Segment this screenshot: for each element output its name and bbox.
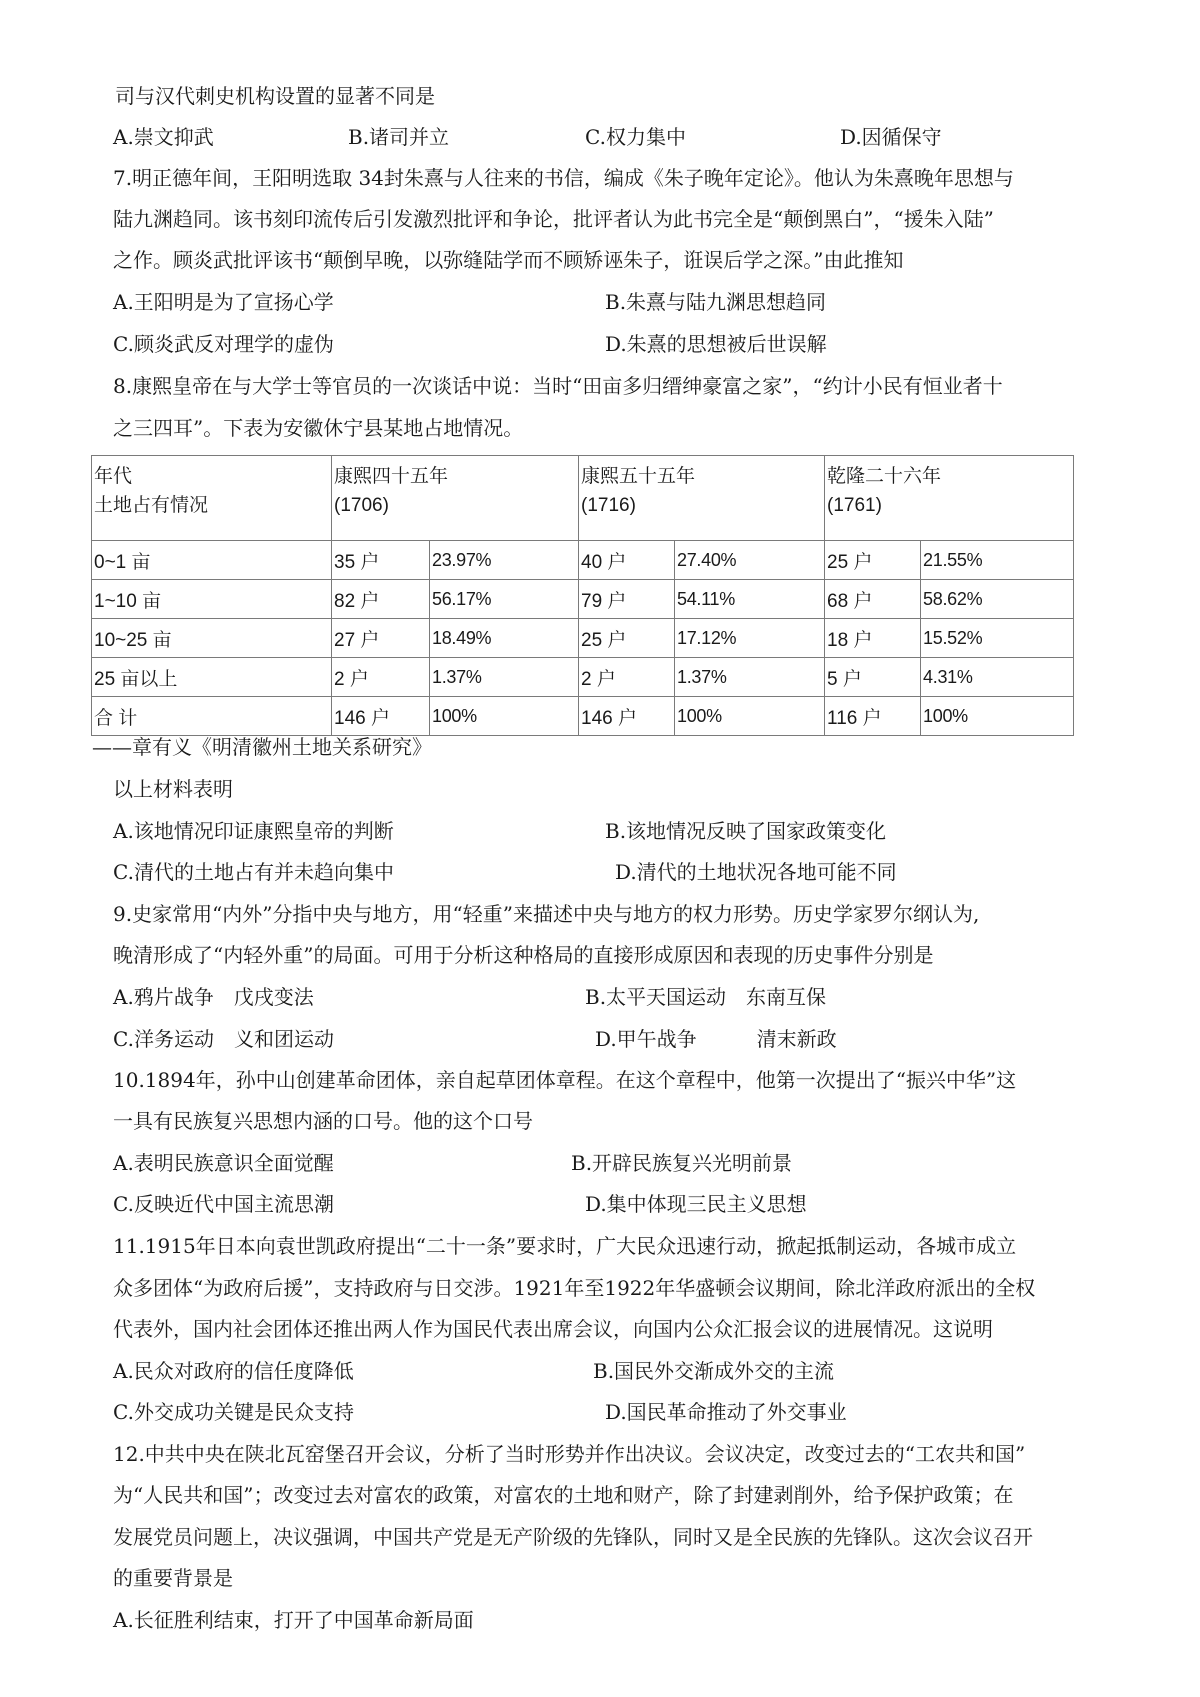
q7-option-b: B.朱熹与陆九渊思想趋同 [605, 290, 827, 314]
table-row-total [92, 697, 1074, 736]
household-count: 68 户 [825, 580, 921, 619]
household-count: 79 户 [579, 580, 675, 619]
q7-option-d: D.朱熹的思想被后世误解 [605, 332, 827, 356]
q6-option-b: B.诸司并立 [348, 125, 450, 149]
q8-line-1: 8.康熙皇帝在与大学士等官员的一次谈话中说：当时“田亩多归缙绅豪富之家”，“约计小民有恒业者十 [113, 374, 1003, 398]
q7-option-c: C.顾炎武反对理学的虚伪 [113, 332, 334, 356]
period-name: 乾隆二十六年 [827, 466, 942, 487]
table-row [92, 619, 1074, 658]
percentage: 18.49% [430, 619, 579, 658]
period-name: 康熙四十五年 [334, 466, 449, 487]
percentage: 15.52% [921, 619, 1074, 658]
percentage: 100% [675, 697, 825, 736]
household-count: 2 户 [579, 658, 675, 697]
household-count: 116 户 [825, 697, 921, 736]
q12-line-2: 为“人民共和国”；改变过去对富农的政策，对富农的土地和财产，除了封建剥削外，给予保护政策；在 [113, 1483, 1014, 1507]
q11-line-1: 11.1915年日本向袁世凯政府提出“二十一条”要求时，广大民众迅速行动，掀起抵制运动，各城市成立 [113, 1234, 1017, 1258]
household-count: 2 户 [332, 658, 430, 697]
q9-line-1: 9.史家常用“内外”分指中央与地方，用“轻重”来描述中央与地方的权力形势。历史学家罗尔纲认为, [113, 902, 980, 926]
q9-option-d: D.甲午战争 清末新政 [595, 1027, 837, 1051]
row-label: 10~25 亩 [92, 619, 332, 658]
row-label: 25 亩以上 [92, 658, 332, 697]
q10-line-1: 10.1894年，孙中山创建革命团体，亲自起草团体章程。在这个章程中，他第一次提出了“振兴中华”这 [113, 1068, 1017, 1092]
period-name: 康熙五十五年 [581, 466, 696, 487]
period-year: (1761) [827, 495, 882, 516]
q10-line-2: 一具有民族复兴思想内涵的口号。他的这个口号 [113, 1109, 533, 1133]
percentage: 100% [430, 697, 579, 736]
percentage: 23.97% [430, 541, 579, 580]
q11-option-d: D.国民革命推动了外交事业 [605, 1400, 847, 1424]
household-count: 25 户 [579, 619, 675, 658]
household-count: 82 户 [332, 580, 430, 619]
q9-option-a: A.鸦片战争 戊戌变法 [113, 985, 314, 1009]
q6-stem-end: 司与汉代刺史机构设置的显著不同是 [115, 84, 435, 108]
period-header [825, 456, 1074, 541]
row-label: 1~10 亩 [92, 580, 332, 619]
q6-option-c: C.权力集中 [585, 125, 686, 149]
q6-option-d: D.因循保守 [840, 125, 942, 149]
household-count: 18 户 [825, 619, 921, 658]
percentage: 1.37% [675, 658, 825, 697]
q9-option-c: C.洋务运动 义和团运动 [113, 1027, 334, 1051]
q12-line-4: 的重要背景是 [113, 1566, 233, 1590]
percentage: 4.31% [921, 658, 1074, 697]
household-count: 146 户 [332, 697, 430, 736]
table-row [92, 658, 1074, 697]
q7-option-a: A.王阳明是为了宣扬心学 [113, 290, 334, 314]
period-year: (1706) [334, 495, 389, 516]
percentage: 58.62% [921, 580, 1074, 619]
period-header [332, 456, 579, 541]
q11-option-b: B.国民外交渐成外交的主流 [593, 1359, 835, 1383]
period-year: (1716) [581, 495, 636, 516]
q9-line-2: 晚清形成了“内轻外重”的局面。可用于分析这种格局的直接形成原因和表现的历史事件分别是 [113, 943, 934, 967]
household-count: 35 户 [332, 541, 430, 580]
percentage: 54.11% [675, 580, 825, 619]
row-label: 合 计 [92, 697, 332, 736]
table-header-row [92, 456, 1074, 541]
q10-option-b: B.开辟民族复兴光明前景 [571, 1151, 793, 1175]
percentage: 56.17% [430, 580, 579, 619]
q11-line-2: 众多团体“为政府后援”，支持政府与日交涉。1921年至1922年华盛顿会议期间，除北洋政府派出的全权 [113, 1276, 1036, 1300]
q10-option-c: C.反映近代中国主流思潮 [113, 1192, 334, 1216]
table-row [92, 541, 1074, 580]
q8-prompt: 以上材料表明 [113, 777, 233, 801]
percentage: 1.37% [430, 658, 579, 697]
q10-option-a: A.表明民族意识全面觉醒 [113, 1151, 334, 1175]
q7-line-1: 7.明正德年间，王阳明选取 34封朱熹与人往来的书信，编成《朱子晚年定论》。他认为朱熹晚年思想与 [113, 166, 1014, 190]
land-ownership-table [91, 455, 1074, 736]
q7-line-2: 陆九渊趋同。该书刻印流传后引发激烈批评和争论，批评者认为此书完全是“颠倒黑白”，“援朱入陆” [113, 207, 994, 231]
household-count: 5 户 [825, 658, 921, 697]
period-header [579, 456, 825, 541]
q8-line-2: 之三四耳”。下表为安徽休宁县某地占地情况。 [113, 416, 524, 440]
q12-option-a: A.长征胜利结束，打开了中国革命新局面 [113, 1608, 474, 1632]
household-count: 146 户 [579, 697, 675, 736]
q11-option-c: C.外交成功关键是民众支持 [113, 1400, 354, 1424]
percentage: 21.55% [921, 541, 1074, 580]
q12-line-3: 发展党员问题上，决议强调，中国共产党是无产阶级的先锋队，同时又是全民族的先锋队。这次会议召开 [113, 1525, 1033, 1549]
corner-bottom-label: 土地占有情况 [94, 495, 209, 516]
q11-option-a: A.民众对政府的信任度降低 [113, 1359, 354, 1383]
percentage: 100% [921, 697, 1074, 736]
q6-option-a: A.崇文抑武 [113, 125, 214, 149]
q8-option-d: D.清代的土地状况各地可能不同 [615, 860, 897, 884]
q8-source: ——章有义《明清徽州土地关系研究》 [92, 735, 432, 759]
q11-line-3: 代表外，国内社会团体还推出两人作为国民代表出席会议，向国内公众汇报会议的进展情况。这说明 [113, 1317, 993, 1341]
household-count: 25 户 [825, 541, 921, 580]
row-label: 0~1 亩 [92, 541, 332, 580]
q8-option-a: A.该地情况印证康熙皇帝的判断 [113, 819, 394, 843]
q8-option-c: C.清代的土地占有并未趋向集中 [113, 860, 394, 884]
household-count: 40 户 [579, 541, 675, 580]
q10-option-d: D.集中体现三民主义思想 [585, 1192, 807, 1216]
q12-line-1: 12.中共中央在陕北瓦窑堡召开会议，分析了当时形势并作出决议。会议决定，改变过去的“工农共和国” [113, 1442, 1026, 1466]
corner-top-label: 年代 [94, 466, 133, 487]
q9-option-b: B.太平天国运动 东南互保 [585, 985, 827, 1009]
household-count: 27 户 [332, 619, 430, 658]
q7-line-3: 之作。顾炎武批评该书“颠倒早晚，以弥缝陆学而不顾矫诬朱子，诳误后学之深。”由此推知 [113, 248, 904, 272]
percentage: 17.12% [675, 619, 825, 658]
q8-option-b: B.该地情况反映了国家政策变化 [605, 819, 887, 843]
table-row [92, 580, 1074, 619]
percentage: 27.40% [675, 541, 825, 580]
table-corner-cell [92, 456, 332, 541]
